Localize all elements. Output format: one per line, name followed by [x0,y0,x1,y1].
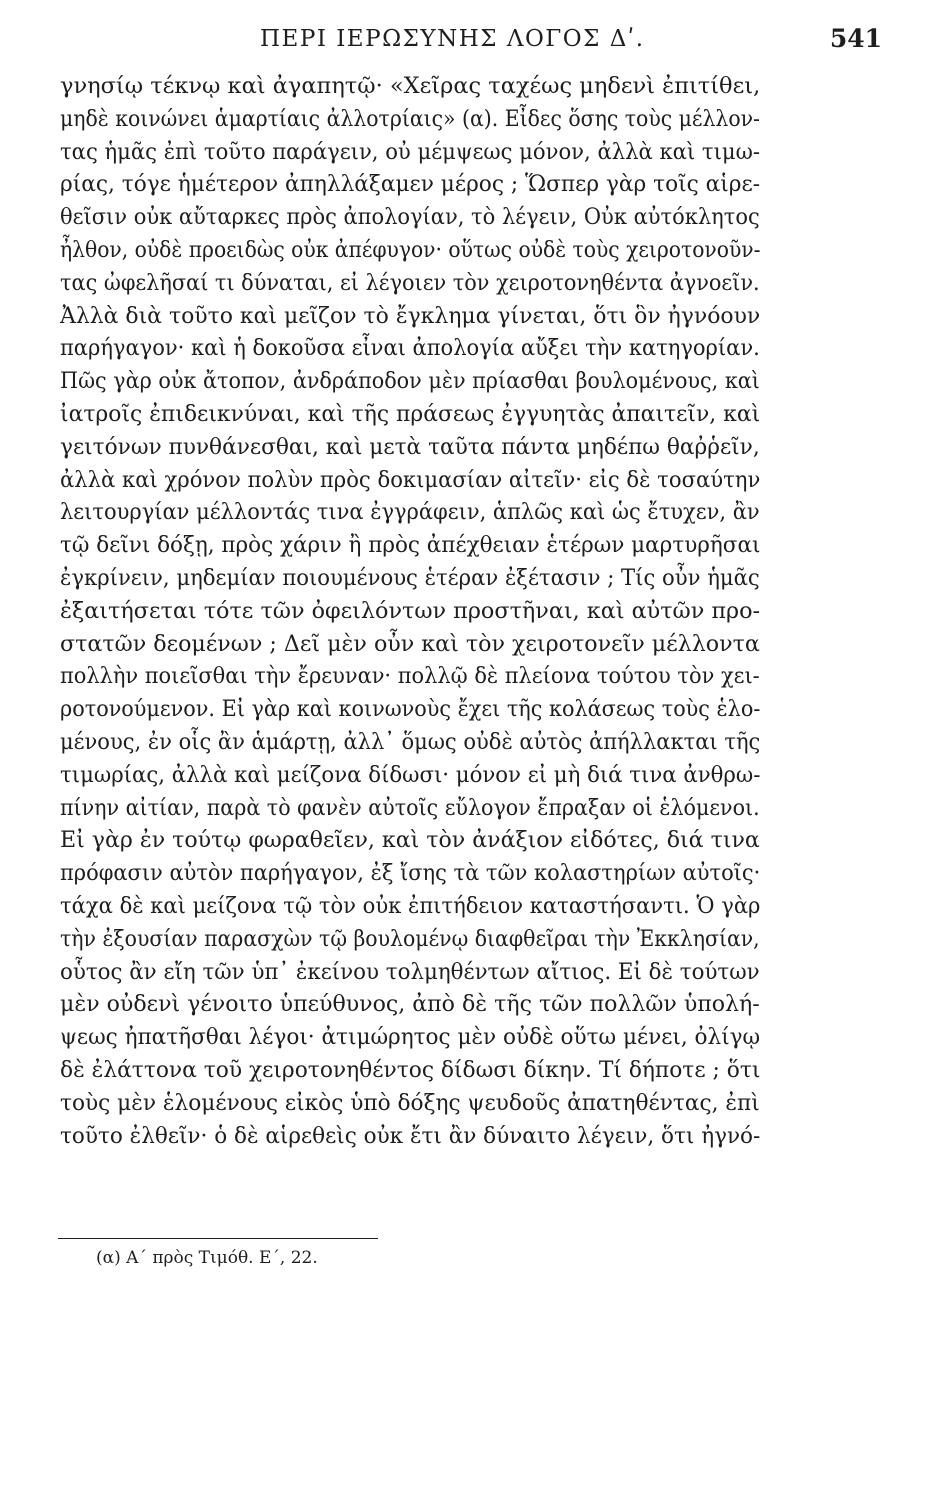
text-line: ἐγκρίνειν, μηδεμίαν ποιουμένους ἑτέραν ἐξέτασιν ; Τίς οὖν ἡμᾶς [60,564,760,591]
text-line: τοῦτο ἐλθεῖν· ὁ δὲ αἱρεθεὶς οὐκ ἔτι ἂν δύναιτο λέγειν, ὅτι ἠγνό- [60,1122,761,1149]
text-line: δὲ ἐλάττονα τοῦ χειροτονηθέντος δίδωσι δίκην. Τί δήποτε ; ὅτι [60,1056,761,1083]
text-line: μένους, ἐν οἷς ἂν ἁμάρτῃ, ἀλλ᾽ ὅμως οὐδὲ αὐτὸς ἀπήλλακται τῆς [60,728,761,755]
text-line: τιμωρίας, ἀλλὰ καὶ μείζονα δίδωσι· μόνον εἰ μὴ διά τινα ἀνθρω- [60,761,761,788]
running-title: ΠΕΡΙ ΙΕΡΩΣΥΝΗΣ ΛΟΓΟΣ Δʹ. [260,26,645,52]
text-line: πίνην αἰτίαν, παρὰ τὸ φανὲν αὐτοῖς εὔλογον ἔπραξαν οἱ ἑλόμενοι. [60,794,760,821]
text-line: τῷ δεῖνι δόξῃ, πρὸς χάριν ἢ πρὸς ἀπέχθειαν ἑτέρων μαρτυρῆσαι [60,532,761,559]
text-line: πρόφασιν αὐτὸν παρήγαγον, ἐξ ἴσης τὰ τῶν κολαστηρίων αὐτοῖς· [60,860,761,887]
text-line: τὴν ἐξουσίαν παρασχὼν τῷ βουλομένῳ διαφθεῖραι τὴν Ἐκκλησίαν, [60,925,760,952]
text-line: ἐξαιτήσεται τότε τῶν ὀφειλόντων προστῆναι, καὶ αὐτῶν προ- [60,597,761,624]
text-line: μὲν οὐδενὶ γένοιτο ὑπεύθυνος, ἀπὸ δὲ τῆς τῶν πολλῶν ὑπολή- [60,991,760,1018]
footnote-divider [58,1238,378,1239]
text-line: ρίας, τόγε ἡμέτερον ἀπηλλάξαμεν μέρος ; Ὥσπερ γὰρ τοῖς αἱρε- [60,171,761,198]
page-number: 541 [829,24,882,53]
text-line: πολλὴν ποιεῖσθαι τὴν ἔρευναν· πολλῷ δὲ πλείονα τούτου τὸν χει- [60,663,760,690]
text-line: ψεως ἠπατῆσθαι λέγοι· ἀτιμώρητος μὲν οὐδὲ οὕτω μένει, ὀλίγῳ [60,1024,761,1051]
footnote: (α) Α΄ πρὸς Τιμόθ. Ε΄, 22. [96,1248,318,1268]
text-line: τάχα δὲ καὶ μείζονα τῷ τὸν οὐκ ἐπιτήδειον καταστήσαντι. Ὁ γὰρ [60,892,761,919]
text-line: μηδὲ κοινώνει ἁμαρτίαις ἀλλοτρίαις» (α). Εἶδες ὅσης τοὺς μέλλον- [60,105,760,132]
text-line: ἦλθον, οὐδὲ προειδὼς οὐκ ἀπέφυγον· οὕτως οὐδὲ τοὺς χειροτονοῦν- [60,236,761,263]
text-line: τας ὠφελῆσαί τι δύναται, εἰ λέγοιεν τὸν χειροτονηθέντα ἀγνοεῖν. [60,269,760,296]
text-line: ροτονούμενον. Εἰ γὰρ καὶ κοινωνοὺς ἔχει τῆς κολάσεως τοὺς ἑλο- [60,696,761,723]
text-line: οὗτος ἂν εἴη τῶν ὑπ᾽ ἐκείνου τολμηθέντων αἴτιος. Εἰ δὲ τούτων [60,958,760,985]
body-text [60,70,760,1152]
text-line: τοὺς μὲν ἑλομένους εἰκὸς ὑπὸ δόξης ψευδοῦς ἀπατηθέντας, ἐπὶ [60,1089,760,1116]
text-line: τας ἡμᾶς ἐπὶ τοῦτο παράγειν, οὐ μέμψεως μόνον, ἀλλὰ καὶ τιμω- [60,138,760,165]
text-line: παρήγαγον· καὶ ἡ δοκοῦσα εἶναι ἀπολογία αὔξει τὴν κατηγορίαν. [60,335,760,362]
text-line: Εἰ γὰρ ἐν τούτῳ φωραθεῖεν, καὶ τὸν ἀνάξιον εἰδότες, διά τινα [60,827,760,854]
text-line: Πῶς γὰρ οὐκ ἄτοπον, ἀνδράποδον μὲν πρίασθαι βουλομένους, καὶ [60,368,760,395]
text-line: ἰατροῖς ἐπιδεικνύναι, καὶ τῆς πράσεως ἐγγυητὰς ἀπαιτεῖν, καὶ [60,400,761,427]
text-line: γειτόνων πυνθάνεσθαι, καὶ μετὰ ταῦτα πάντα μηδέπω θαῤῥεῖν, [60,433,760,460]
text-line: Ἀλλὰ διὰ τοῦτο καὶ μεῖζον τὸ ἔγκλημα γίνεται, ὅτι ὃν ἠγνόουν [60,302,761,329]
text-line: λειτουργίαν μέλλοντάς τινα ἐγγράφειν, ἁπλῶς καὶ ὡς ἔτυχεν, ἂν [60,499,760,526]
page-header [70,22,882,62]
text-line: ἀλλὰ καὶ χρόνον πολὺν πρὸς δοκιμασίαν αἰτεῖν· εἰς δὲ τοσαύτην [60,466,761,493]
text-line: στατῶν δεομένων ; Δεῖ μὲν οὖν καὶ τὸν χειροτονεῖν μέλλοντα [60,630,760,657]
text-line: γνησίῳ τέκνῳ καὶ ἀγαπητῷ· «Χεῖρας ταχέως μηδενὶ ἐπιτίθει, [60,73,761,99]
text-line: θεῖσιν οὐκ αὔταρκες πρὸς ἀπολογίαν, τὸ λέγειν, Οὐκ αὐτόκλητος [60,204,760,231]
